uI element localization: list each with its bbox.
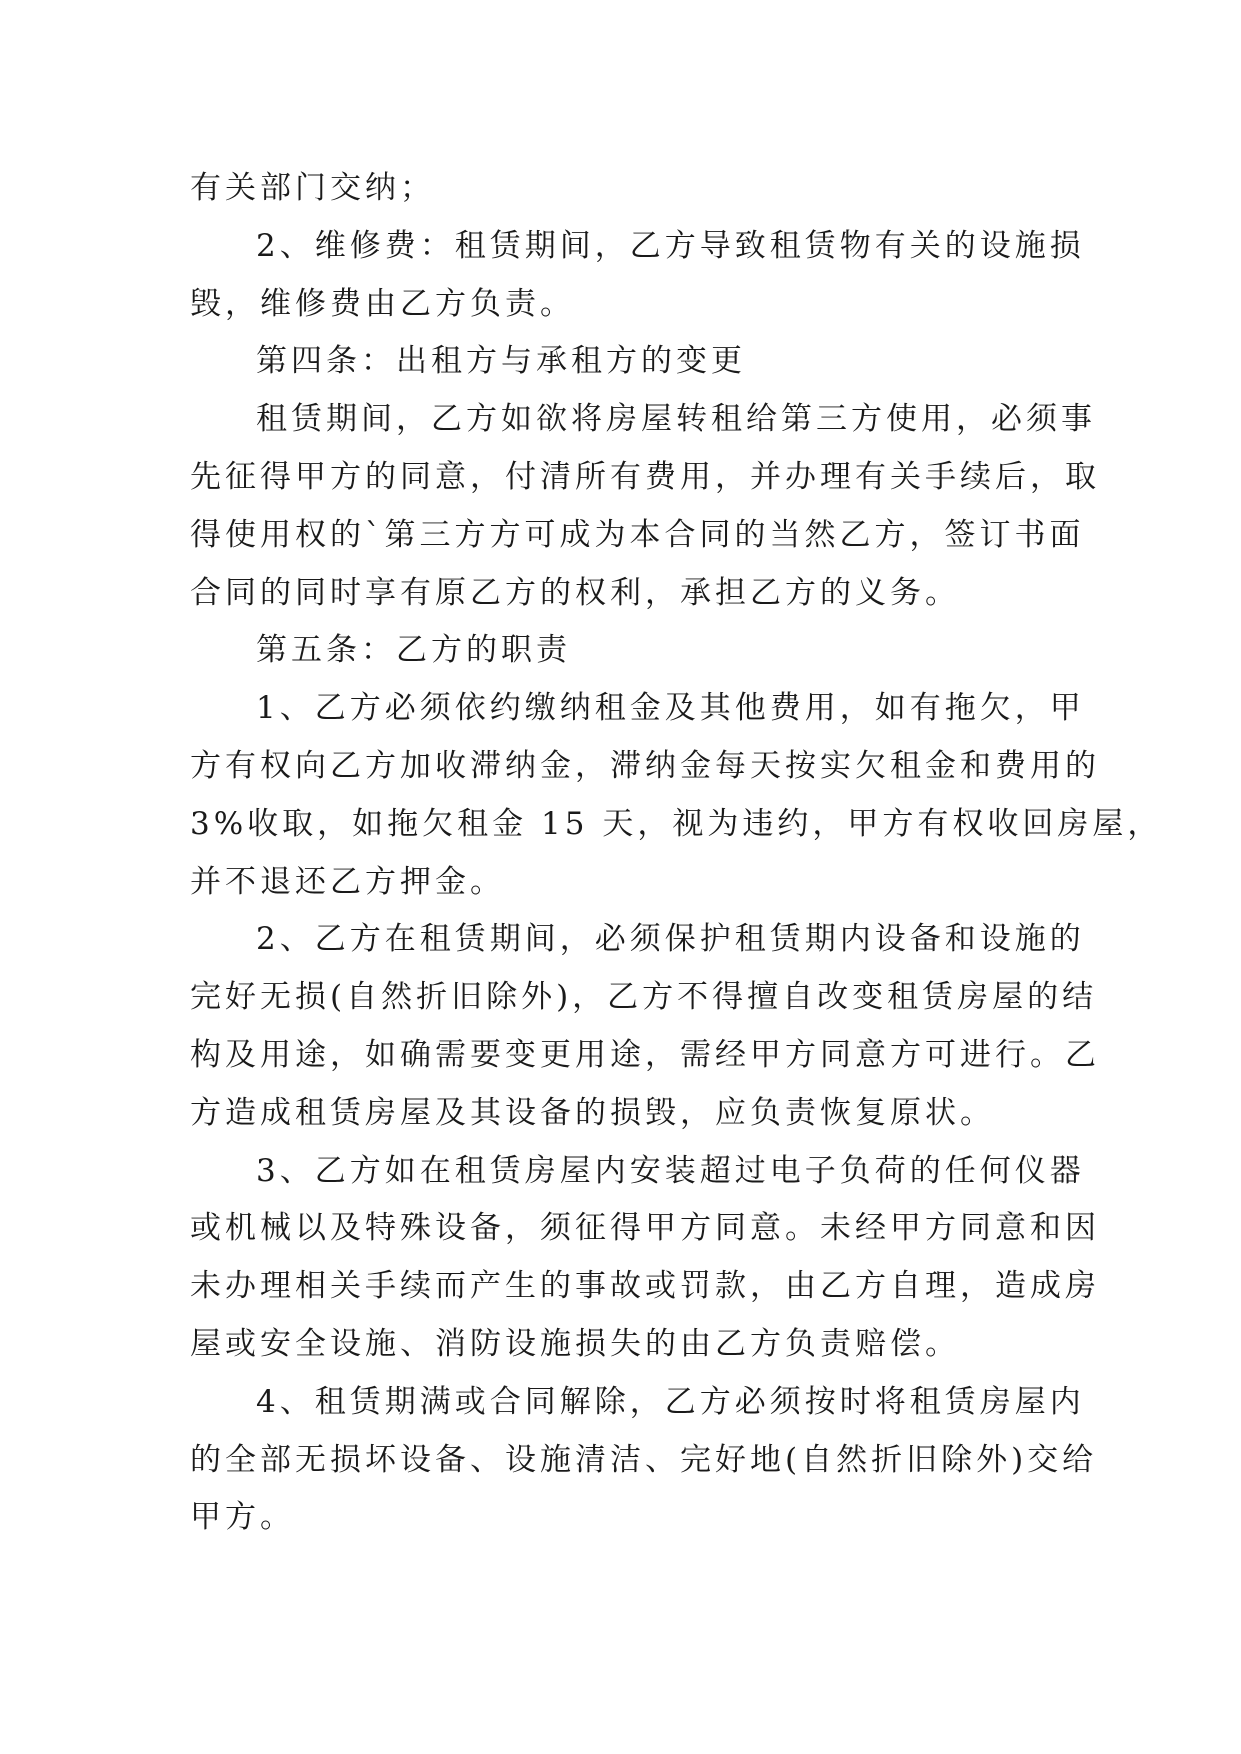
section-heading: 第五条：乙方的职责	[256, 632, 571, 669]
text-line: 3、乙方如在租赁房屋内安装超过电子负荷的任何仪器	[256, 1152, 1085, 1189]
document-body	[190, 160, 1163, 1547]
text-line: 1、乙方必须依约缴纳租金及其他费用，如有拖欠，甲	[256, 690, 1085, 727]
text-line: 毁，维修费由乙方负责。	[190, 285, 575, 322]
text-line: 有关部门交纳；	[190, 170, 435, 206]
text-line: 2、维修费：租赁期间，乙方导致租赁物有关的设施损	[256, 227, 1085, 264]
text-line: 完好无损(自然折旧除外)，乙方不得擅自改变租赁房屋的结	[190, 979, 1098, 1016]
text-line: 2、乙方在租赁期间，必须保护租赁期内设备和设施的	[256, 921, 1085, 958]
text-line: 并不退还乙方押金。	[190, 863, 505, 900]
text-line: 先征得甲方的同意，付清所有费用，并办理有关手续后，取	[190, 458, 1100, 495]
text-line: 合同的同时享有原乙方的权利，承担乙方的义务。	[190, 574, 960, 611]
text-line: 4、租赁期满或合同解除，乙方必须按时将租赁房屋内	[256, 1383, 1085, 1420]
text-line: 租赁期间，乙方如欲将房屋转租给第三方使用，必须事	[256, 401, 1096, 438]
text-line: 构及用途，如确需要变更用途，需经甲方同意方可进行。乙	[190, 1036, 1100, 1073]
section-heading: 第四条：出租方与承租方的变更	[256, 343, 746, 380]
text-line: 屋或安全设施、消防设施损失的由乙方负责赔偿。	[190, 1325, 960, 1362]
text-line: 或机械以及特殊设备，须征得甲方同意。未经甲方同意和因	[190, 1210, 1100, 1247]
text-line: 甲方。	[190, 1499, 295, 1536]
text-line: 方造成租赁房屋及其设备的损毁，应负责恢复原状。	[190, 1094, 995, 1131]
text-line: 3%收取，如拖欠租金 15 天，视为违约，甲方有权收回房屋，	[190, 805, 1163, 842]
text-line: 未办理相关手续而产生的事故或罚款，由乙方自理，造成房	[190, 1268, 1100, 1305]
text-line: 的全部无损坏设备、设施清洁、完好地(自然折旧除外)交给	[190, 1441, 1098, 1478]
text-line: 得使用权的`第三方方可成为本合同的当然乙方，签订书面	[190, 516, 1085, 553]
text-line: 方有权向乙方加收滞纳金，滞纳金每天按实欠租金和费用的	[190, 747, 1100, 784]
